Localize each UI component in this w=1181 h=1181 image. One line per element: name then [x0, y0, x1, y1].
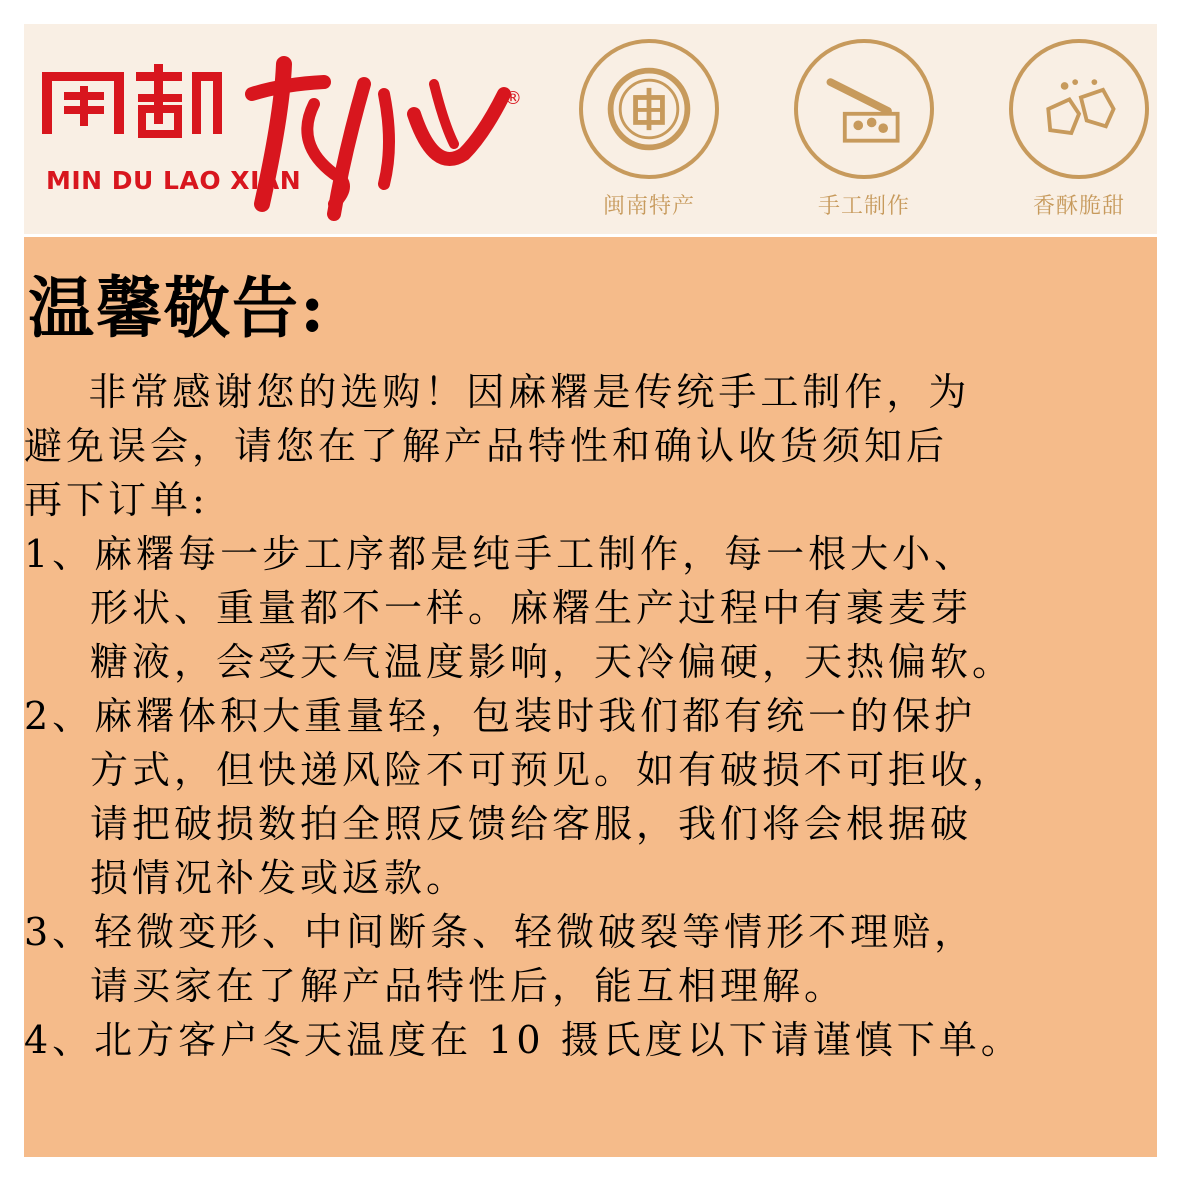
item-2-line: 方式，但快递风险不可预见。如有破损不可拒收，	[90, 748, 1015, 792]
item-4-line: 4、北方客户冬天温度在 10 摄氏度以下请谨慎下单。	[24, 1018, 1023, 1062]
badge-label: 手工制作	[817, 194, 910, 219]
rolling-pin-tray-icon	[794, 39, 934, 179]
item-1-line: 糖液，会受天气温度影响，天冷偏硬，天热偏软。	[90, 640, 1015, 684]
item-3-line: 3、轻微变形、中间断条、轻微破裂等情形不理赔，	[24, 910, 977, 954]
item-3-line: 请买家在了解产品特性后，能互相理解。	[90, 964, 847, 1008]
item-2-line: 2、麻糬体积大重量轻，包装时我们都有统一的保护	[24, 694, 977, 738]
intro-line: 非常感谢您的选购！因麻糬是传统手工制作，为	[24, 370, 971, 414]
item-1-line: 1、麻糬每一步工序都是纯手工制作，每一根大小、	[24, 532, 977, 576]
brand-name-en: MIN DU LAO XIAN	[46, 166, 302, 195]
badge-label: 闽南特产	[602, 194, 695, 219]
intro-line: 避免误会，请您在了解产品特性和确认收货须知后	[24, 424, 949, 468]
notice-panel	[24, 237, 1157, 1157]
badge-handmade	[789, 39, 939, 220]
notice-body	[24, 365, 1157, 1067]
seal-coin-icon	[579, 39, 719, 179]
intro-line: 再下订单:	[24, 478, 209, 522]
brand-header	[24, 24, 1157, 234]
item-2-line: 损情况补发或返款。	[90, 856, 469, 900]
badge-crispy	[1004, 39, 1154, 220]
badge-label: 香酥脆甜	[1032, 194, 1125, 219]
notice-title: 温馨敬告:	[28, 269, 327, 347]
badge-specialty	[574, 39, 724, 220]
brand-logo-mark	[34, 54, 534, 224]
crispy-candy-icon	[1009, 39, 1149, 179]
item-2-line: 请把破损数拍全照反馈给客服，我们将会根据破	[90, 802, 973, 846]
registered-mark: ®	[504, 88, 522, 109]
item-1-line: 形状、重量都不一样。麻糬生产过程中有裹麦芽	[90, 586, 973, 630]
brand-logo	[34, 54, 534, 224]
